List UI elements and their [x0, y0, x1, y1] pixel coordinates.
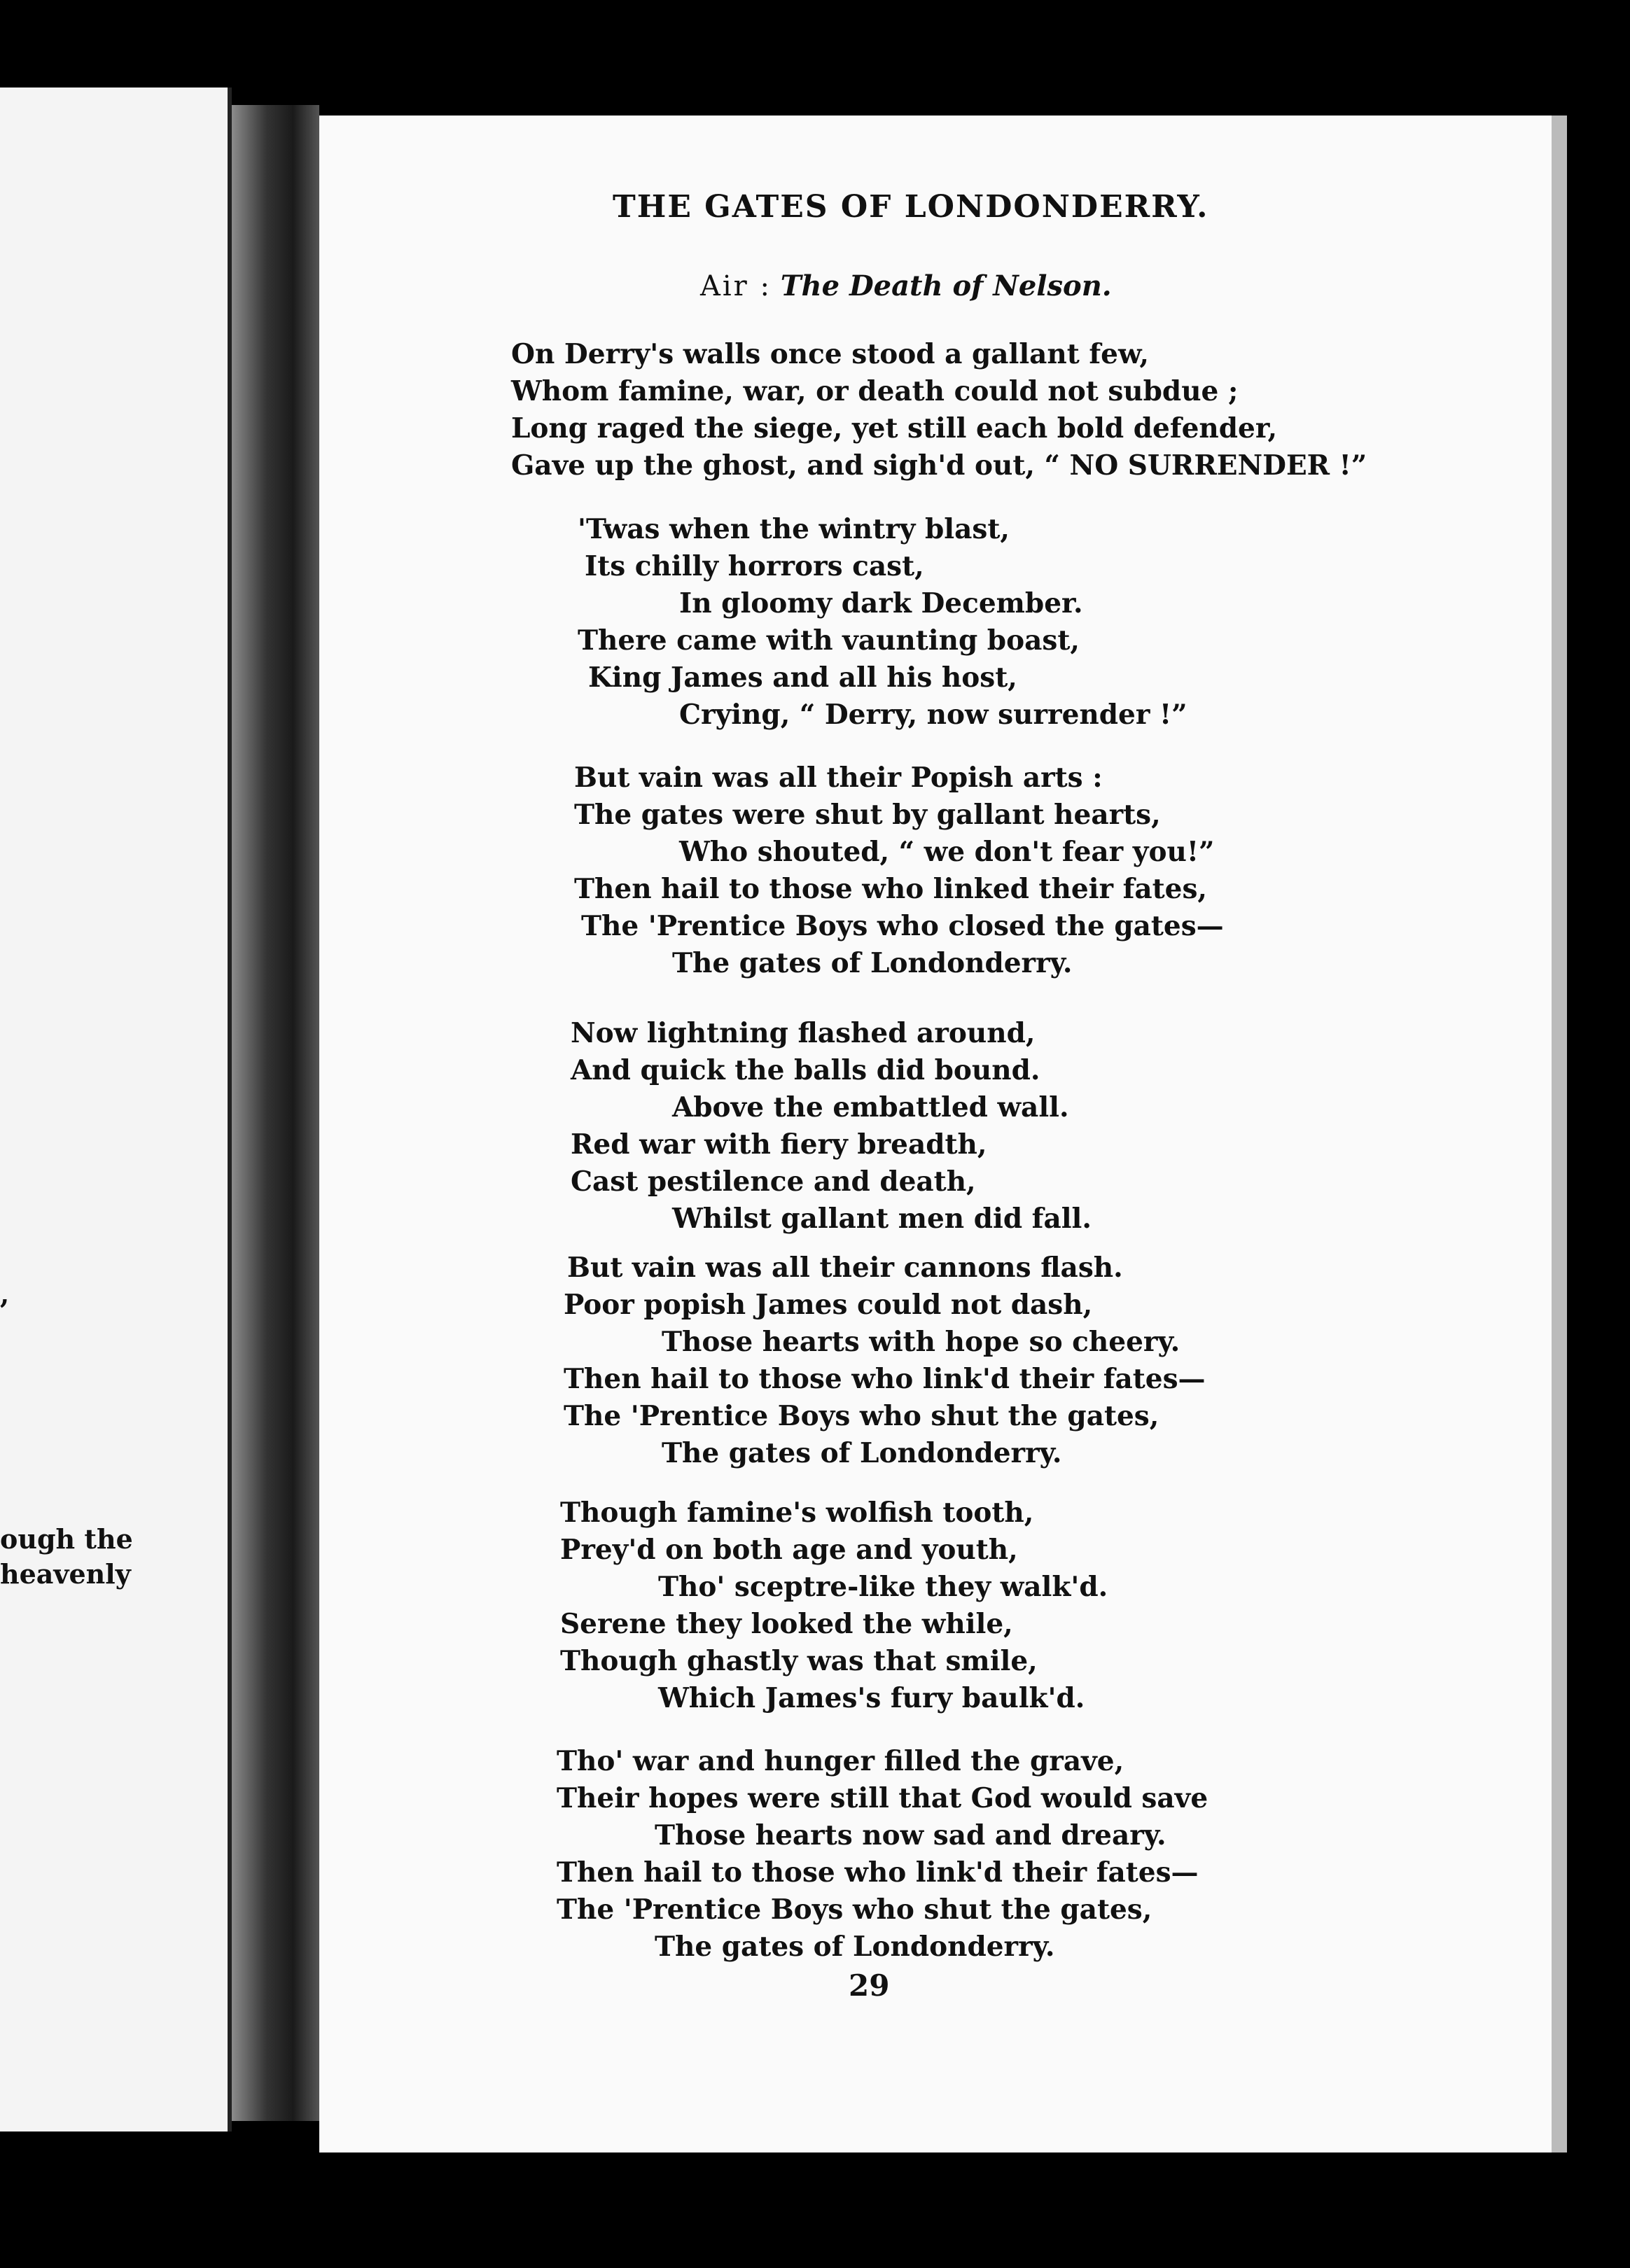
stanza	[564, 1250, 1206, 1472]
stanza	[574, 760, 1224, 982]
verse-line: Which James's fury baulk'd.	[658, 1682, 1085, 1714]
verse-line: The 'Prentice Boys who closed the gates—	[581, 910, 1224, 942]
left-page	[0, 88, 232, 2132]
verse-line: Serene they looked the while,	[560, 1608, 1013, 1640]
verse-line: There came with vaunting boast,	[578, 624, 1080, 657]
verse-line: But vain was all their Popish arts :	[574, 762, 1103, 794]
song-title: THE GATES OF LONDONDERRY.	[613, 189, 1209, 225]
air-tune-name: The Death of Nelson.	[780, 270, 1112, 302]
verse-line: Their hopes were still that God would save	[557, 1782, 1208, 1814]
verse-line: And quick the balls did bound.	[571, 1054, 1040, 1086]
verse-line: The 'Prentice Boys who shut the gates,	[564, 1400, 1159, 1432]
stanza	[578, 511, 1187, 734]
verse-line: Long raged the siege, yet still each bold defender,	[511, 412, 1278, 444]
verse-line: King James and all his host,	[588, 662, 1017, 694]
verse-line: On Derry's walls once stood a gallant few,	[511, 338, 1149, 370]
stanza	[511, 336, 1367, 484]
verse-line: Crying, “ Derry, now surrender !”	[679, 699, 1187, 731]
verse-line: In gloomy dark December.	[679, 587, 1083, 620]
left-page-fragment: heavenly	[0, 1558, 131, 1590]
verse-line: Prey'd on both age and youth,	[560, 1534, 1018, 1566]
stanza	[560, 1494, 1108, 1717]
book-gutter	[232, 105, 319, 2121]
left-page-fragment: ,	[0, 1278, 10, 1310]
stanza	[571, 1015, 1092, 1238]
verse-line: The gates of Londonderry.	[662, 1437, 1062, 1469]
verse-line: The gates were shut by gallant hearts,	[574, 799, 1161, 831]
verse-line: Whilst gallant men did fall.	[672, 1203, 1092, 1235]
verse-line: Gave up the ghost, and sigh'd out, “ NO SURRENDER !”	[511, 449, 1367, 482]
verse-line: Now lightning flashed around,	[571, 1017, 1036, 1049]
stanza	[557, 1743, 1208, 1966]
verse-line: Then hail to those who link'd their fates—	[564, 1363, 1206, 1395]
verse-line: Those hearts with hope so cheery.	[662, 1326, 1180, 1358]
verse-line: 'Twas when the wintry blast,	[578, 513, 1010, 545]
verse-line: The gates of Londonderry.	[655, 1931, 1055, 1963]
verse-line: Its chilly horrors cast,	[585, 550, 924, 582]
verse-line: Then hail to those who link'd their fates—	[557, 1856, 1199, 1889]
verse-line: Who shouted, “ we don't fear you!”	[679, 836, 1215, 868]
verse-line: Red war with fiery breadth,	[571, 1128, 987, 1161]
verse-line: Tho' war and hunger filled the grave,	[557, 1745, 1124, 1777]
verse-line: Cast pestilence and death,	[571, 1166, 976, 1198]
verse-line: The 'Prentice Boys who shut the gates,	[557, 1893, 1152, 1926]
air-line	[700, 270, 1190, 302]
verse-line: Tho' sceptre-like they walk'd.	[658, 1571, 1108, 1603]
left-page-fragment: ough the	[0, 1523, 133, 1555]
verse-line: But vain was all their cannons flash.	[567, 1252, 1123, 1284]
verse-line: The gates of Londonderry.	[672, 947, 1073, 979]
verse-line: Whom famine, war, or death could not subdue ;	[511, 375, 1239, 407]
verse-line: Poor popish James could not dash,	[564, 1289, 1093, 1321]
air-label: Air :	[700, 270, 772, 302]
verse-line: Though famine's wolfish tooth,	[560, 1497, 1034, 1529]
page-number: 29	[849, 1968, 890, 2003]
verse-line: Though ghastly was that smile,	[560, 1645, 1038, 1677]
verse-line: Those hearts now sad and dreary.	[655, 1819, 1166, 1851]
verse-line: Then hail to those who linked their fates,	[574, 873, 1208, 905]
verse-line: Above the embattled wall.	[672, 1091, 1069, 1124]
